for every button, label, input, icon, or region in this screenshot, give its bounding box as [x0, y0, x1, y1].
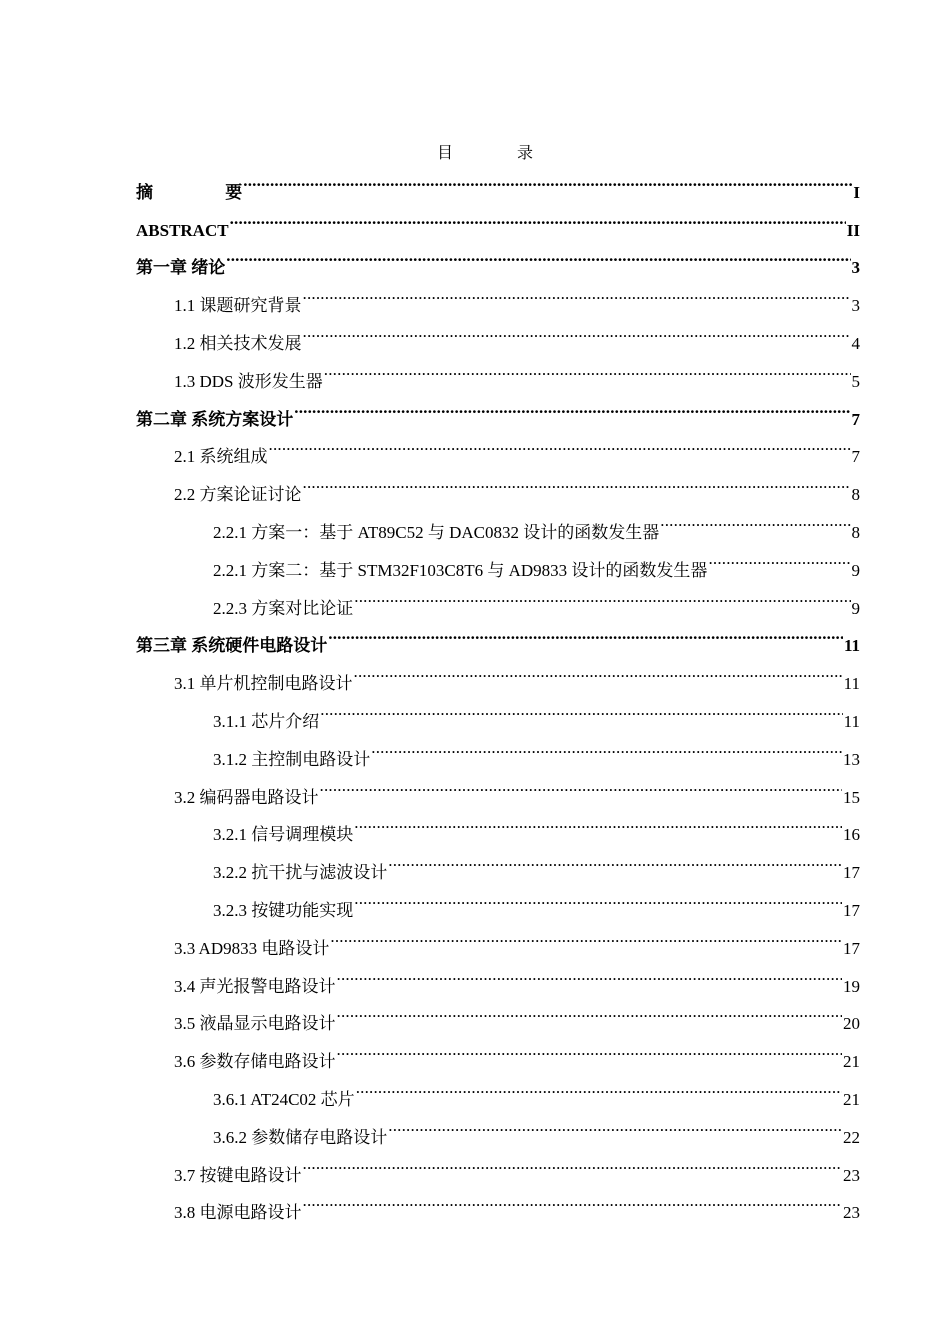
toc-entry-page: 8	[851, 522, 860, 542]
toc-entry-page: II	[846, 220, 860, 240]
toc-entry-page: I	[853, 182, 860, 202]
toc-entry-label: 3.5 液晶显示电路设计	[174, 1014, 336, 1034]
dot-leader	[303, 273, 851, 311]
toc-entry-page: 5	[851, 371, 860, 391]
dot-leader	[328, 614, 843, 652]
toc-entry[interactable]	[136, 198, 860, 240]
dot-leader	[337, 1029, 843, 1067]
toc-entry-label: 3.2 编码器电路设计	[174, 787, 319, 807]
dot-leader	[388, 840, 842, 878]
dot-leader	[269, 425, 851, 463]
toc-entry-label: 2.2.1 方案一：基于 AT89C52 与 DAC0832 设计的函数发生器	[213, 522, 660, 542]
toc-entry-page: 13	[843, 749, 860, 769]
toc-entry-page: 21	[843, 1089, 860, 1109]
dot-leader	[708, 538, 850, 576]
toc-entry-page: 11	[843, 636, 860, 656]
dot-leader	[354, 576, 850, 614]
toc-entry-page: 17	[843, 938, 860, 958]
toc-entry-page: 7	[851, 409, 860, 429]
toc-entry-page: 7	[851, 447, 860, 467]
toc-entry-page: 19	[843, 976, 860, 996]
toc-entry-page: 11	[843, 711, 860, 731]
toc-entry-label: 3.2.1 信号调理模块	[213, 825, 354, 845]
toc-entry-page: 21	[843, 1052, 860, 1072]
dot-leader	[320, 765, 843, 803]
toc-entry-page: 9	[851, 598, 860, 618]
dot-leader	[356, 1067, 842, 1105]
toc-entry-label: 3.6 参数存储电路设计	[174, 1052, 336, 1072]
dot-leader	[226, 236, 850, 274]
dot-leader	[294, 387, 850, 425]
toc-entry-page: 16	[843, 825, 860, 845]
dot-leader	[354, 878, 842, 916]
dot-leader	[303, 1181, 843, 1219]
toc-entry-label: 3.6.1 AT24C02 芯片	[213, 1089, 355, 1109]
toc-entry-label: 第三章 系统硬件电路设计	[136, 636, 328, 656]
toc-entry-label: 3.3 AD9833 电路设计	[174, 938, 330, 958]
toc-entry-page: 17	[843, 900, 860, 920]
dot-leader	[388, 1105, 842, 1143]
toc-entry-page: 4	[851, 333, 860, 353]
toc-entry-label: 1.2 相关技术发展	[174, 333, 302, 353]
toc-entry-label: 1.1 课题研究背景	[174, 296, 302, 316]
toc-entry-label: 第一章 绪论	[136, 258, 226, 278]
toc-title: 目 录	[436, 145, 563, 162]
dot-leader	[320, 689, 842, 727]
toc-entry-label: 3.2.3 按键功能实现	[213, 900, 354, 920]
toc-entry-page: 3	[851, 258, 860, 278]
dot-leader	[337, 954, 843, 992]
toc-entry-label: 3.1.1 芯片介绍	[213, 711, 320, 731]
dot-leader	[371, 727, 842, 765]
table-of-contents	[136, 160, 860, 1223]
toc-entry-label: 第二章 系统方案设计	[136, 409, 294, 429]
toc-entry-label: 2.2 方案论证讨论	[174, 485, 302, 505]
dot-leader	[337, 992, 843, 1030]
dot-leader	[303, 1143, 843, 1181]
toc-entry-label: 3.6.2 参数储存电路设计	[213, 1127, 388, 1147]
toc-entry-page: 22	[843, 1127, 860, 1147]
toc-entry-label: 1.3 DDS 波形发生器	[174, 371, 323, 391]
toc-entry-label: 3.1.2 主控制电路设计	[213, 749, 371, 769]
dot-leader	[230, 198, 846, 236]
toc-entry-label: ABSTRACT	[136, 220, 229, 240]
dot-leader	[243, 160, 852, 198]
toc-entry-label: 3.1 单片机控制电路设计	[174, 674, 353, 694]
toc-entry-page: 20	[843, 1014, 860, 1034]
toc-entry[interactable]	[136, 236, 860, 278]
toc-entry[interactable]	[136, 160, 860, 202]
toc-entry-label: 2.2.3 方案对比论证	[213, 598, 354, 618]
toc-entry-label: 摘 要	[136, 182, 277, 202]
toc-entry-label: 2.2.1 方案二：基于 STM32F103C8T6 与 AD9833 设计的函数发生器	[213, 560, 708, 580]
toc-entry-page: 23	[843, 1203, 860, 1223]
toc-entry-page: 11	[843, 674, 860, 694]
toc-entry-page: 8	[851, 485, 860, 505]
dot-leader	[303, 311, 851, 349]
dot-leader	[354, 651, 843, 689]
dot-leader	[660, 500, 850, 538]
toc-entry-page: 3	[851, 296, 860, 316]
toc-entry-page: 9	[851, 560, 860, 580]
toc-entry-label: 2.1 系统组成	[174, 447, 268, 467]
toc-entry-label: 3.7 按键电路设计	[174, 1165, 302, 1185]
dot-leader	[324, 349, 851, 387]
toc-entry-label: 3.2.2 抗干扰与滤波设计	[213, 863, 388, 883]
toc-entry-label: 3.4 声光报警电路设计	[174, 976, 336, 996]
toc-entry-label: 3.8 电源电路设计	[174, 1203, 302, 1223]
dot-leader	[330, 916, 842, 954]
toc-entry-page: 15	[843, 787, 860, 807]
dot-leader	[354, 803, 842, 841]
toc-entry-page: 23	[843, 1165, 860, 1185]
dot-leader	[303, 462, 851, 500]
toc-entry[interactable]	[136, 273, 860, 316]
toc-entry-page: 17	[843, 863, 860, 883]
